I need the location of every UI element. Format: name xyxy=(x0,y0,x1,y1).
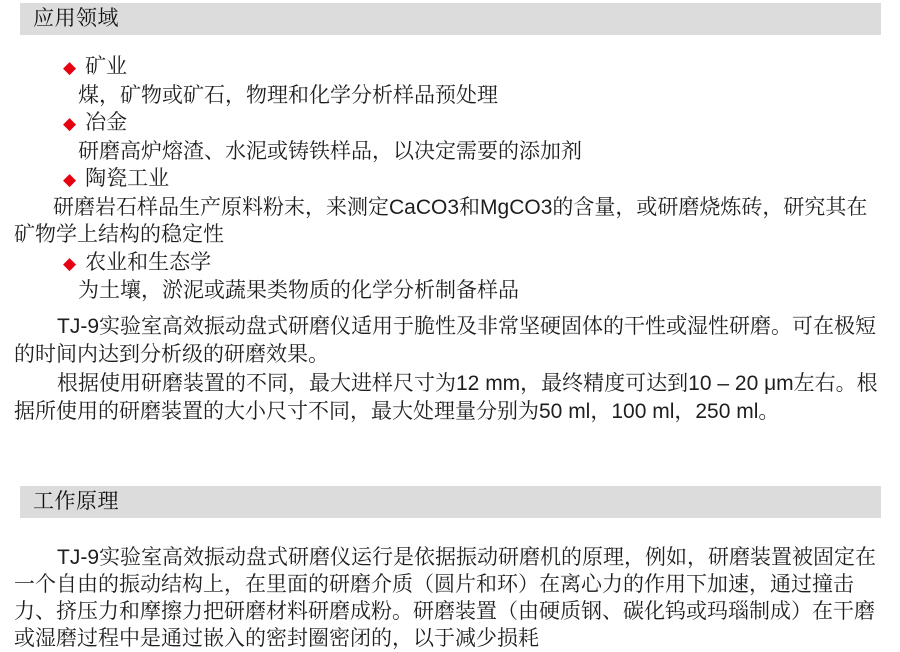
paragraph-specs: 根据使用研磨装置的不同，最大进样尺寸为12 mm，最终精度可达到10 – 20 μm左右。根据所使用的研磨装置的大小尺寸不同，最大处理量分别为50 ml，100 ml，250 ml。 xyxy=(14,371,878,423)
section-header-principle xyxy=(20,486,881,518)
bullet-description: 研磨高炉熔渣、水泥或铸铁样品，以决定需要的添加剂 xyxy=(78,139,582,163)
paragraph-overview: TJ-9实验室高效振动盘式研磨仪适用于脆性及非常坚硬固体的干性或湿性研磨。可在极短的时间内达到分析级的研磨效果。 xyxy=(14,314,876,366)
bullet-label: 冶金 xyxy=(85,111,128,134)
principle-content xyxy=(0,544,900,652)
bullet-item-ceramics xyxy=(14,165,884,194)
bullet-description: 为土壤，淤泥或蔬果类物质的化学分析制备样品 xyxy=(78,279,519,302)
diamond-bullet-icon: ◆ xyxy=(63,170,77,189)
section-header-title: 应用领域 xyxy=(33,7,119,30)
bullet-description: 煤，矿物或矿石，物理和化学分析样品预处理 xyxy=(78,83,498,107)
diamond-bullet-icon: ◆ xyxy=(63,114,77,133)
application-bullet-list xyxy=(14,53,884,305)
bullet-item-mining xyxy=(14,53,884,82)
diamond-bullet-icon: ◆ xyxy=(63,253,77,273)
principle-section xyxy=(0,486,900,652)
bullet-label: 陶瓷工业 xyxy=(85,167,170,190)
bullet-item-agriculture xyxy=(14,249,884,278)
application-section xyxy=(0,3,900,427)
application-content xyxy=(0,53,900,427)
bullet-label: 矿业 xyxy=(85,55,128,78)
application-paragraphs xyxy=(14,313,884,427)
paragraph-principle: TJ-9实验室高效振动盘式研磨仪运行是依据振动研磨机的原理，例如，研磨装置被固定在一个自由的振动结构上，在里面的研磨介质（圆片和环）在离心力的作用下加速，通过撞击力、挤压力和摩擦力把研磨材料研磨成粉。研磨装置（由硬质钢、碳化钨或玛瑙制成）在干磨或湿磨过程中是通过嵌入的密封圈密闭的，以于减少损耗 xyxy=(14,545,876,650)
section-header-application xyxy=(20,3,881,35)
section-header-title: 工作原理 xyxy=(33,489,119,513)
diamond-bullet-icon: ◆ xyxy=(63,58,77,77)
bullet-description: 研磨岩石样品生产原料粉末，来测定CaCO3和MgCO3的含量，或研磨烧炼砖，研究其在矿物学上结构的稳定性 xyxy=(14,195,868,246)
bullet-label: 农业和生态学 xyxy=(85,250,212,274)
bullet-item-metallurgy xyxy=(14,109,884,138)
